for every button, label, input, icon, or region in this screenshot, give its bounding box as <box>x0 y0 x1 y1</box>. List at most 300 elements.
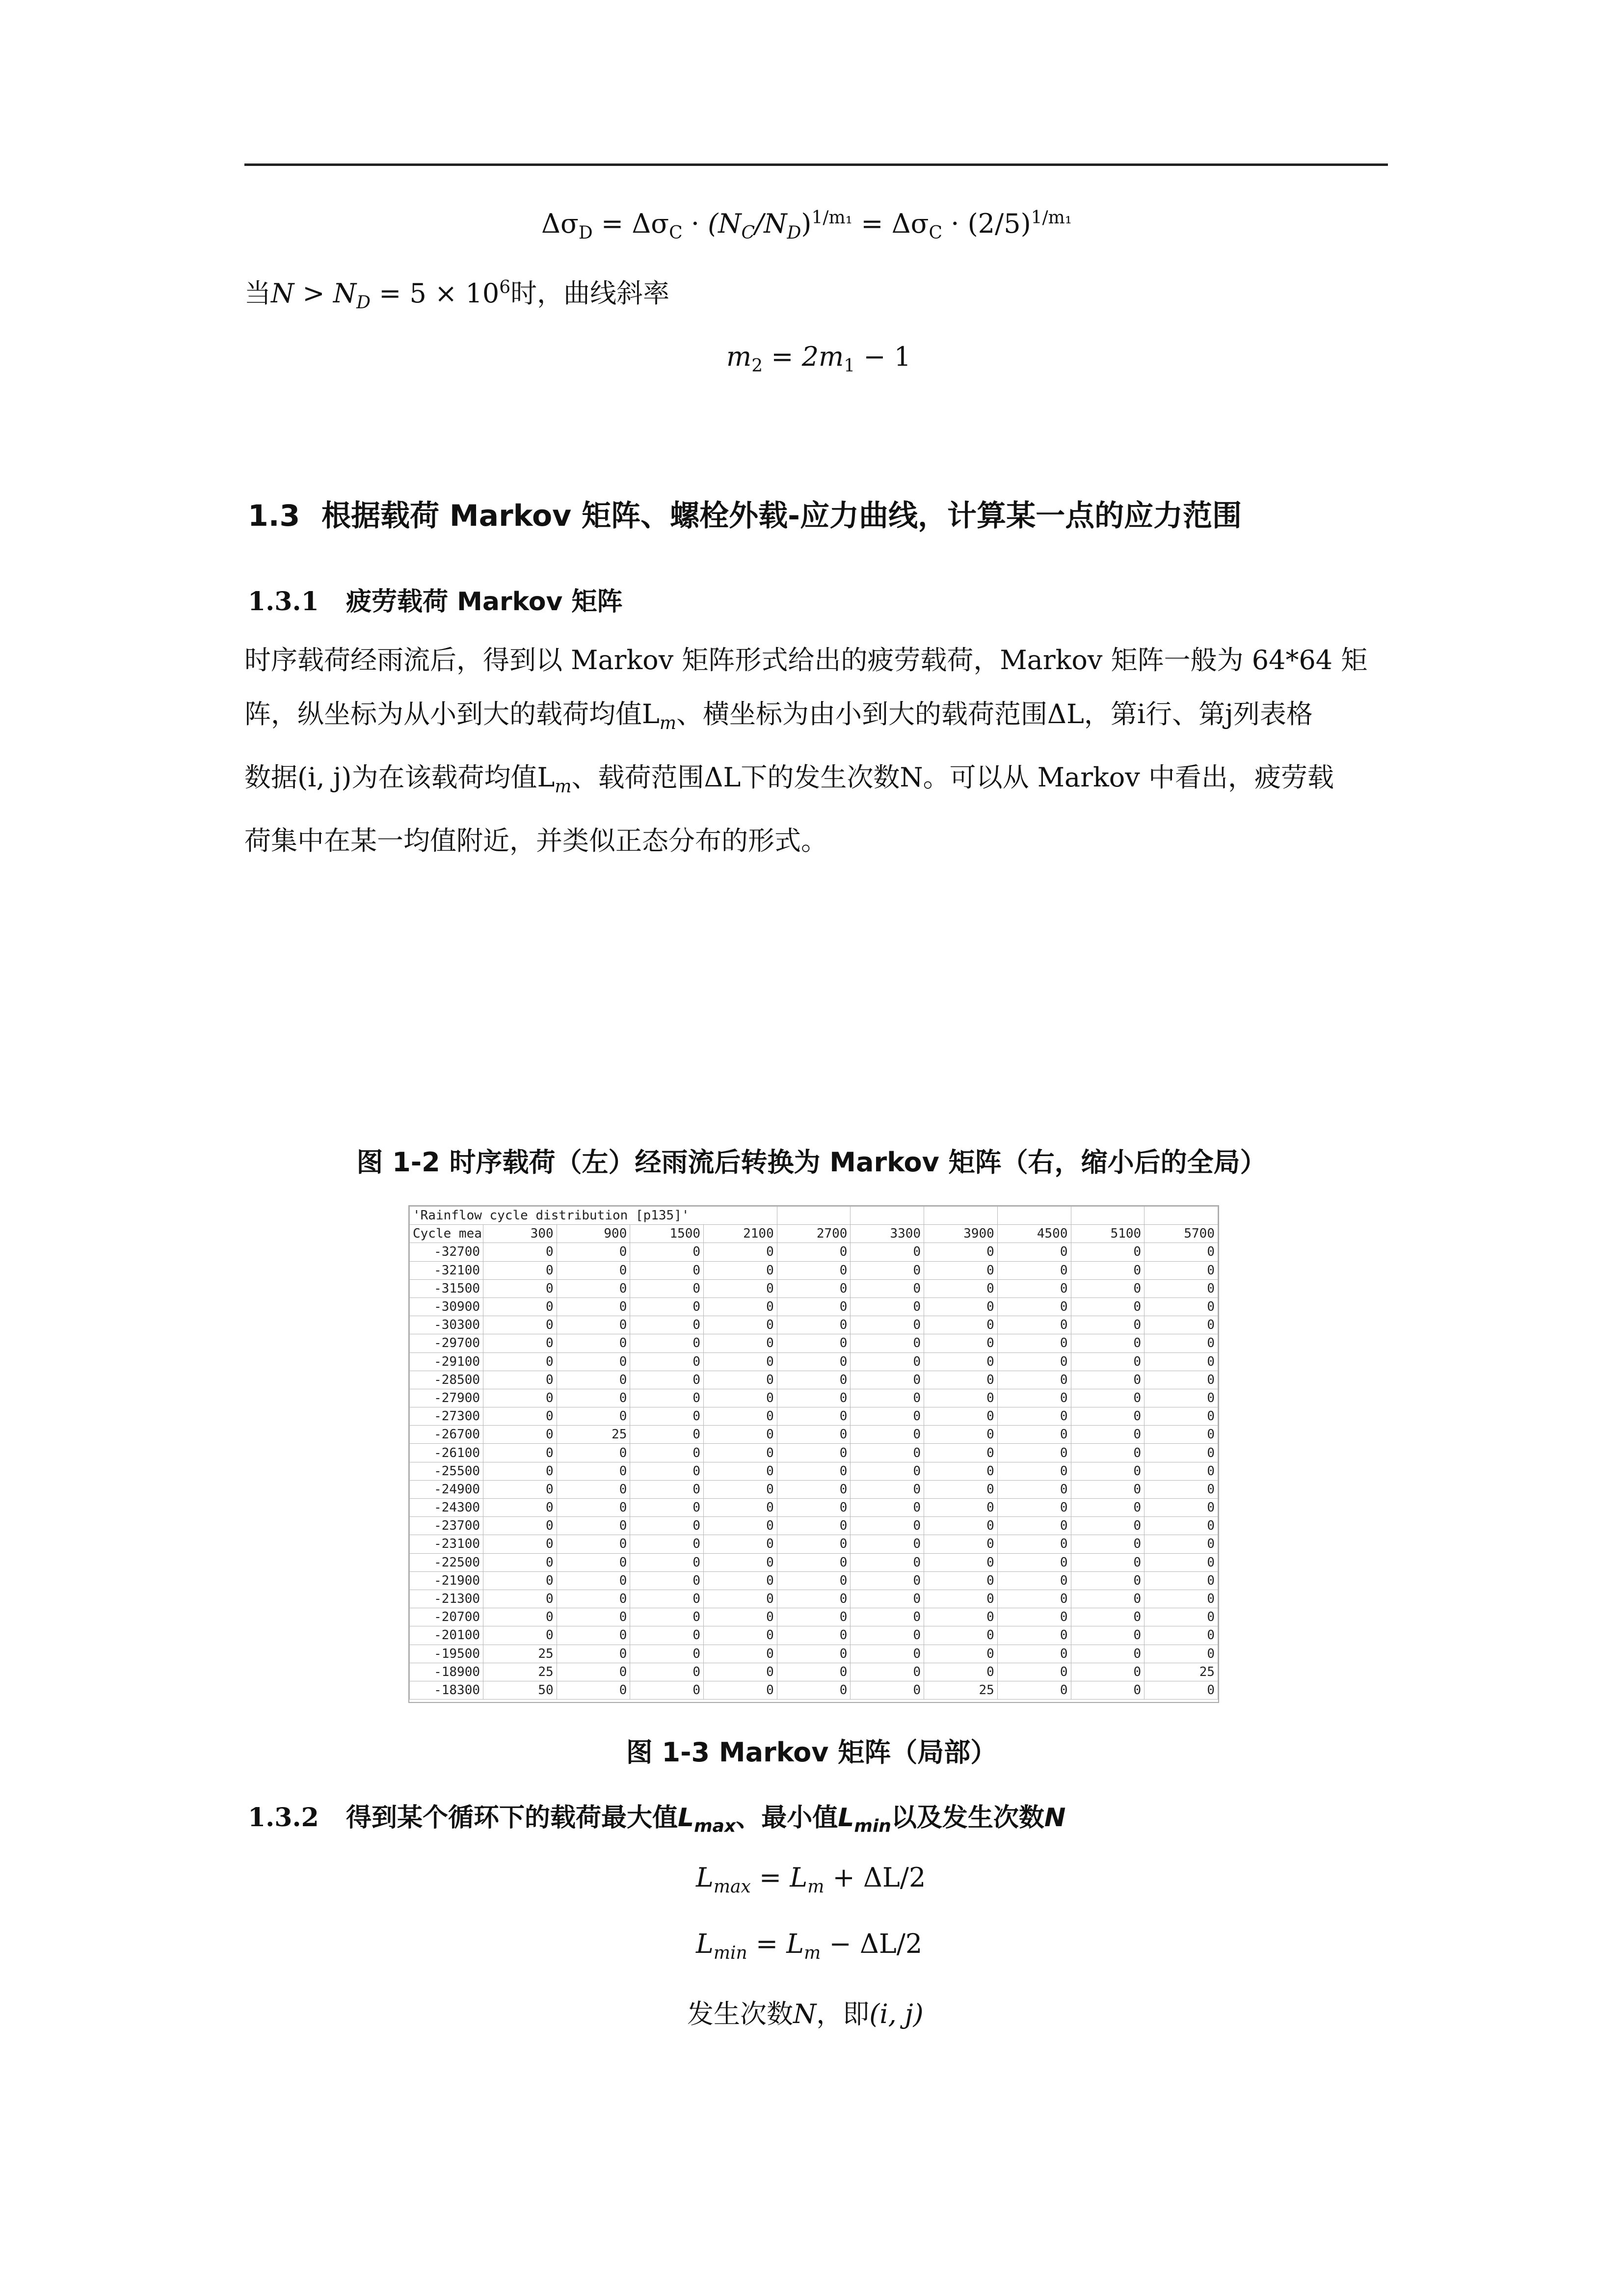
table-cell: 0 <box>851 1444 924 1462</box>
table-cell: 0 <box>704 1316 777 1334</box>
table-cell: 0 <box>483 1297 557 1316</box>
table-cell: 0 <box>483 1444 557 1462</box>
table-cell: 0 <box>1071 1645 1144 1663</box>
table-cell: 0 <box>851 1297 924 1316</box>
table-row <box>410 1352 1218 1371</box>
table-cell: 0 <box>1071 1608 1144 1626</box>
table-cell: 0 <box>851 1316 924 1334</box>
table-cell: 0 <box>1071 1279 1144 1297</box>
table-cell: 0 <box>1071 1535 1144 1553</box>
table-cell: 0 <box>483 1480 557 1498</box>
table-cell: 0 <box>924 1480 998 1498</box>
table-cell: 0 <box>851 1499 924 1517</box>
table-cell: -30900 <box>410 1297 483 1316</box>
table-header-row <box>410 1225 1218 1243</box>
table-cell: 0 <box>1071 1261 1144 1279</box>
table-cell: 0 <box>630 1480 704 1498</box>
header-rule <box>244 163 1388 166</box>
table-cell: 0 <box>777 1517 851 1535</box>
table-cell: 0 <box>851 1407 924 1426</box>
table-row <box>410 1426 1218 1444</box>
table-cell: 0 <box>704 1389 777 1407</box>
table-cell: -18900 <box>410 1663 483 1681</box>
table-cell: 0 <box>630 1243 704 1261</box>
table-cell: 0 <box>851 1663 924 1681</box>
table-cell: 0 <box>924 1571 998 1590</box>
table-cell: 0 <box>630 1426 704 1444</box>
table-cell: 0 <box>557 1316 630 1334</box>
table-cell: 0 <box>483 1553 557 1571</box>
table-cell: 0 <box>777 1297 851 1316</box>
table-cell: 0 <box>483 1352 557 1371</box>
table-cell: 0 <box>924 1608 998 1626</box>
table-cell: 0 <box>1144 1535 1218 1553</box>
table-cell: 0 <box>557 1297 630 1316</box>
table-cell: 0 <box>851 1608 924 1626</box>
table-cell: 0 <box>483 1608 557 1626</box>
table-cell: 0 <box>1144 1480 1218 1498</box>
table-cell: 0 <box>1144 1645 1218 1663</box>
table-cell: -31500 <box>410 1279 483 1297</box>
table-cell: 0 <box>557 1444 630 1462</box>
table-cell: 0 <box>851 1553 924 1571</box>
table-empty-cell <box>777 1207 851 1225</box>
table-row <box>410 1480 1218 1498</box>
table-cell: 0 <box>557 1535 630 1553</box>
table-row <box>410 1645 1218 1663</box>
table-cell: 0 <box>630 1571 704 1590</box>
table-cell: 0 <box>777 1407 851 1426</box>
table-row <box>410 1371 1218 1389</box>
table-empty-cell <box>997 1207 1071 1225</box>
table-cell: 0 <box>483 1517 557 1535</box>
table-cell: 0 <box>704 1645 777 1663</box>
equation-lmin: $L_{min} = L_m - \Delta L/2$ <box>696 1928 923 1963</box>
table-cell: 0 <box>924 1517 998 1535</box>
table-cell: 0 <box>483 1316 557 1334</box>
table-cell: 0 <box>1144 1371 1218 1389</box>
table-cell: 0 <box>1144 1499 1218 1517</box>
table-cell: 0 <box>1144 1444 1218 1462</box>
table-cell: 0 <box>851 1334 924 1352</box>
table-cell: 0 <box>630 1371 704 1389</box>
table-cell: 0 <box>851 1371 924 1389</box>
table-cell: 0 <box>557 1499 630 1517</box>
table-row <box>410 1261 1218 1279</box>
table-cell: -32100 <box>410 1261 483 1279</box>
table-cell: 0 <box>630 1297 704 1316</box>
table-cell: 0 <box>630 1352 704 1371</box>
table-cell: 50 <box>483 1681 557 1699</box>
table-cell: 0 <box>630 1407 704 1426</box>
table-cell: 0 <box>557 1571 630 1590</box>
table-cell: 0 <box>851 1571 924 1590</box>
table-cell: 0 <box>851 1426 924 1444</box>
table-cell: 0 <box>924 1261 998 1279</box>
paragraph-line-4: 荷集中在某一均值附近，并类似正态分布的形式。 <box>244 825 827 856</box>
table-cell: 0 <box>1071 1352 1144 1371</box>
table-cell: 0 <box>557 1261 630 1279</box>
paragraph-line-3: 数据(i, j)为在该载荷均值$L_m$、载荷范围ΔL下的发生次数N。可以从 Markov 中看出，疲劳载 <box>244 761 1334 797</box>
rainflow-table <box>408 1205 1219 1703</box>
table-title-row <box>410 1207 1218 1225</box>
table-cell: 0 <box>997 1261 1071 1279</box>
table-cell: 25 <box>924 1681 998 1699</box>
table-cell: 0 <box>704 1571 777 1590</box>
section-heading-1-3: 1.3 根据载荷 Markov 矩阵、螺栓外载-应力曲线，计算某一点的应力范围 <box>248 499 1242 533</box>
table-cell: -20700 <box>410 1608 483 1626</box>
table-cell: 0 <box>704 1243 777 1261</box>
table-header-cell: 2100 <box>704 1225 777 1243</box>
table-cell: 0 <box>630 1645 704 1663</box>
table-row <box>410 1553 1218 1571</box>
table-cell: 0 <box>1071 1480 1144 1498</box>
table-cell: -22500 <box>410 1553 483 1571</box>
table-header-cell: 1500 <box>630 1225 704 1243</box>
table-cell: 0 <box>777 1608 851 1626</box>
table-cell: 0 <box>557 1553 630 1571</box>
table-row <box>410 1626 1218 1645</box>
table-cell: 0 <box>557 1517 630 1535</box>
table-cell: 0 <box>851 1626 924 1645</box>
table-cell: 0 <box>1144 1462 1218 1480</box>
table-cell: 0 <box>704 1480 777 1498</box>
table-cell: 0 <box>997 1279 1071 1297</box>
table-cell: 0 <box>557 1626 630 1645</box>
table-cell: 0 <box>924 1297 998 1316</box>
table-header-cell: 300 <box>483 1225 557 1243</box>
figure-1-3-caption: 图 1-3 Markov 矩阵（局部） <box>626 1737 997 1768</box>
table-cell: -29100 <box>410 1352 483 1371</box>
table-cell: 0 <box>997 1590 1071 1608</box>
table-cell: 0 <box>1144 1334 1218 1352</box>
table-cell: -27300 <box>410 1407 483 1426</box>
table-cell: 0 <box>704 1279 777 1297</box>
table-cell: 0 <box>630 1389 704 1407</box>
table-cell: -24900 <box>410 1480 483 1498</box>
table-cell: 0 <box>924 1426 998 1444</box>
table-cell: 0 <box>483 1462 557 1480</box>
table-cell: 0 <box>1144 1571 1218 1590</box>
table-cell: 0 <box>557 1645 630 1663</box>
table-cell: -21300 <box>410 1590 483 1608</box>
table-cell: 0 <box>997 1407 1071 1426</box>
table-cell: 0 <box>777 1426 851 1444</box>
table-cell: 0 <box>483 1261 557 1279</box>
table-cell: 0 <box>851 1517 924 1535</box>
table-cell: -26700 <box>410 1426 483 1444</box>
table-cell: 0 <box>851 1352 924 1371</box>
table-cell: 0 <box>557 1407 630 1426</box>
table-cell: 0 <box>997 1444 1071 1462</box>
table-cell: 0 <box>1071 1297 1144 1316</box>
table-cell: 0 <box>1144 1243 1218 1261</box>
table-cell: 0 <box>777 1626 851 1645</box>
table-cell: 0 <box>777 1663 851 1681</box>
table-cell: 25 <box>483 1645 557 1663</box>
table-cell: 0 <box>704 1371 777 1389</box>
table-cell: 0 <box>630 1535 704 1553</box>
table-cell: 0 <box>483 1590 557 1608</box>
table-cell: 25 <box>557 1426 630 1444</box>
table-cell: 0 <box>630 1462 704 1480</box>
table-cell: 0 <box>1144 1279 1218 1297</box>
table-row <box>410 1407 1218 1426</box>
table-row <box>410 1243 1218 1261</box>
table-cell: 0 <box>997 1316 1071 1334</box>
table-row <box>410 1571 1218 1590</box>
table-cell: 0 <box>630 1626 704 1645</box>
table-cell: 0 <box>704 1462 777 1480</box>
table-cell: 0 <box>997 1499 1071 1517</box>
table-cell: 0 <box>483 1535 557 1553</box>
table-cell: 0 <box>630 1334 704 1352</box>
table-cell: 0 <box>997 1426 1071 1444</box>
table-cell: 0 <box>483 1407 557 1426</box>
table-cell: 0 <box>777 1645 851 1663</box>
table-cell: 0 <box>483 1371 557 1389</box>
table-cell: 0 <box>704 1590 777 1608</box>
table-cell: -19500 <box>410 1645 483 1663</box>
table-row <box>410 1590 1218 1608</box>
table-cell: 0 <box>557 1480 630 1498</box>
table-cell: 0 <box>997 1480 1071 1498</box>
table-cell: 0 <box>704 1626 777 1645</box>
section-heading-1-3-2: 1.3.2 得到某个循环下的载荷最大值$L_{max}$、最小值$L_{min}$以及发生次数N <box>248 1803 1066 1837</box>
table-cell: 0 <box>704 1426 777 1444</box>
table-cell: 0 <box>777 1444 851 1462</box>
table-cell: 0 <box>924 1535 998 1553</box>
section-heading-1-3-1: 1.3.1 疲劳载荷 Markov 矩阵 <box>248 587 623 617</box>
table-header-cell: 5100 <box>1071 1225 1144 1243</box>
table-cell: 0 <box>924 1279 998 1297</box>
table-row <box>410 1389 1218 1407</box>
table-cell: 0 <box>557 1608 630 1626</box>
table-row <box>410 1663 1218 1681</box>
table-cell: 25 <box>1144 1663 1218 1681</box>
table-cell: 0 <box>851 1261 924 1279</box>
table-row <box>410 1535 1218 1553</box>
table-cell: 0 <box>483 1279 557 1297</box>
table-cell: 0 <box>777 1480 851 1498</box>
table-cell: 0 <box>924 1645 998 1663</box>
table-cell: 0 <box>1071 1499 1144 1517</box>
table-cell: -30300 <box>410 1316 483 1334</box>
table-cell: 0 <box>630 1553 704 1571</box>
table-cell: 0 <box>1144 1608 1218 1626</box>
table-cell: 0 <box>1071 1389 1144 1407</box>
table-cell: 0 <box>1071 1407 1144 1426</box>
table-cell: -24300 <box>410 1499 483 1517</box>
table-cell: 0 <box>997 1608 1071 1626</box>
table-cell: 0 <box>1144 1626 1218 1645</box>
table-cell: 0 <box>557 1462 630 1480</box>
table-cell: -18300 <box>410 1681 483 1699</box>
table-cell: 0 <box>557 1279 630 1297</box>
table-cell: 0 <box>777 1352 851 1371</box>
table-cell: 0 <box>997 1389 1071 1407</box>
table-header-cell: 4500 <box>997 1225 1071 1243</box>
table-header-cell: 2700 <box>777 1225 851 1243</box>
table-row <box>410 1608 1218 1626</box>
table-cell: 0 <box>704 1297 777 1316</box>
table-cell: 0 <box>777 1462 851 1480</box>
table-row <box>410 1517 1218 1535</box>
table-cell: 0 <box>1144 1389 1218 1407</box>
table-cell: 0 <box>557 1663 630 1681</box>
table-cell: -29700 <box>410 1334 483 1352</box>
table-cell: 0 <box>630 1681 704 1699</box>
table-cell: 0 <box>483 1243 557 1261</box>
table-cell: 0 <box>924 1553 998 1571</box>
paragraph-markov-intro <box>244 633 1388 868</box>
table-cell: 0 <box>1144 1681 1218 1699</box>
table-cell: -20100 <box>410 1626 483 1645</box>
table-cell: 0 <box>630 1663 704 1681</box>
table-cell: 0 <box>777 1590 851 1608</box>
table-cell: 0 <box>997 1681 1071 1699</box>
table-header-cell: 3900 <box>924 1225 998 1243</box>
table-cell: 0 <box>997 1243 1071 1261</box>
table-cell: -25500 <box>410 1462 483 1480</box>
table-cell: 0 <box>704 1535 777 1553</box>
table-cell: 0 <box>557 1590 630 1608</box>
table-cell: 0 <box>483 1426 557 1444</box>
table-cell: 0 <box>1144 1517 1218 1535</box>
table-title-cell: 'Rainflow cycle distribution [p135]' <box>410 1207 777 1225</box>
table-cell: -32700 <box>410 1243 483 1261</box>
table-cell: 0 <box>924 1407 998 1426</box>
paragraph-line-1: 时序载荷经雨流后，得到以 Markov 矩阵形式给出的疲劳载荷，Markov 矩阵一般为 64*64 矩 <box>244 645 1368 675</box>
table-cell: 0 <box>1144 1316 1218 1334</box>
table-cell: 0 <box>557 1334 630 1352</box>
table-cell: 0 <box>851 1480 924 1498</box>
table-cell: 0 <box>851 1681 924 1699</box>
table-empty-cell <box>1071 1207 1144 1225</box>
table-cell: 0 <box>557 1371 630 1389</box>
table-cell: 0 <box>924 1352 998 1371</box>
table-cell: 25 <box>483 1663 557 1681</box>
table-cell: 0 <box>1144 1297 1218 1316</box>
table-cell: 0 <box>997 1535 1071 1553</box>
table-empty-cell <box>1144 1207 1218 1225</box>
table-cell: 0 <box>777 1334 851 1352</box>
table-cell: 0 <box>997 1663 1071 1681</box>
table-header-cell: Cycle mea <box>410 1225 483 1243</box>
table-cell: 0 <box>997 1297 1071 1316</box>
table-cell: 0 <box>704 1608 777 1626</box>
table-cell: 0 <box>704 1663 777 1681</box>
table-row <box>410 1444 1218 1462</box>
table-header-cell: 5700 <box>1144 1225 1218 1243</box>
table-cell: 0 <box>1071 1626 1144 1645</box>
table-cell: 0 <box>777 1243 851 1261</box>
table-cell: 0 <box>997 1462 1071 1480</box>
table-cell: 0 <box>997 1352 1071 1371</box>
table-cell: 0 <box>924 1371 998 1389</box>
table-cell: 0 <box>630 1279 704 1297</box>
table-cell: 0 <box>777 1681 851 1699</box>
table-cell: 0 <box>1144 1352 1218 1371</box>
table-cell: 0 <box>777 1535 851 1553</box>
table-cell: 0 <box>924 1626 998 1645</box>
table-cell: 0 <box>704 1444 777 1462</box>
table-cell: 0 <box>704 1261 777 1279</box>
table-cell: 0 <box>777 1279 851 1297</box>
table-cell: 0 <box>997 1571 1071 1590</box>
table-cell: 0 <box>1071 1590 1144 1608</box>
table-cell: 0 <box>1071 1444 1144 1462</box>
table-cell: 0 <box>997 1626 1071 1645</box>
table-cell: 0 <box>630 1517 704 1535</box>
table-cell: 0 <box>997 1517 1071 1535</box>
table-cell: 0 <box>1071 1571 1144 1590</box>
table-cell: 0 <box>1071 1426 1144 1444</box>
table-cell: 0 <box>997 1371 1071 1389</box>
figure-1-2-caption: 图 1-2 时序载荷（左）经雨流后转换为 Markov 矩阵（右，缩小后的全局） <box>356 1147 1267 1178</box>
equation-delta-sigma-d: $\Delta\sigma_D = \Delta\sigma_C \cdot (N_C/N_D)^{1/m_1} = \Delta\sigma_C \cdot (2/5)^{1/m_1}$ <box>541 208 1072 243</box>
table-cell: 0 <box>1071 1517 1144 1535</box>
table-cell: 0 <box>777 1499 851 1517</box>
table-cell: 0 <box>557 1681 630 1699</box>
table-row <box>410 1297 1218 1316</box>
table-cell: 0 <box>1071 1371 1144 1389</box>
table-cell: 0 <box>1144 1590 1218 1608</box>
table-row <box>410 1499 1218 1517</box>
table-cell: 0 <box>851 1279 924 1297</box>
table-cell: 0 <box>483 1571 557 1590</box>
table-cell: 0 <box>777 1389 851 1407</box>
table-cell: -23100 <box>410 1535 483 1553</box>
table-header-cell: 900 <box>557 1225 630 1243</box>
table-cell: 0 <box>997 1645 1071 1663</box>
table-cell: 0 <box>924 1243 998 1261</box>
table-cell: 0 <box>924 1663 998 1681</box>
table-cell: 0 <box>1071 1334 1144 1352</box>
table-empty-cell <box>924 1207 998 1225</box>
table-cell: 0 <box>851 1462 924 1480</box>
table-cell: 0 <box>851 1243 924 1261</box>
table-cell: 0 <box>704 1334 777 1352</box>
table-cell: 0 <box>483 1389 557 1407</box>
table-cell: 0 <box>483 1626 557 1645</box>
table-cell: 0 <box>704 1352 777 1371</box>
paragraph-line-2: 阵，纵坐标为从小到大的载荷均值$L_m$、横坐标为由小到大的载荷范围ΔL，第i行、第j列表格 <box>244 699 1313 733</box>
table-row <box>410 1462 1218 1480</box>
table-header-cell: 3300 <box>851 1225 924 1243</box>
table-cell: 0 <box>851 1389 924 1407</box>
table-cell: -21900 <box>410 1571 483 1590</box>
table-cell: 0 <box>630 1261 704 1279</box>
table-cell: 0 <box>777 1553 851 1571</box>
table-cell: 0 <box>630 1499 704 1517</box>
table-cell: 0 <box>1071 1243 1144 1261</box>
equation-m2: $m_2 = 2m_1 - 1$ <box>726 341 911 376</box>
table-cell: 0 <box>1071 1553 1144 1571</box>
table-cell: 0 <box>557 1352 630 1371</box>
table-cell: 0 <box>997 1334 1071 1352</box>
table-cell: 0 <box>630 1590 704 1608</box>
table-cell: 0 <box>924 1316 998 1334</box>
table-cell: 0 <box>1071 1663 1144 1681</box>
table-cell: 0 <box>851 1535 924 1553</box>
table-cell: 0 <box>777 1261 851 1279</box>
table-cell: 0 <box>704 1517 777 1535</box>
slope-condition-line: 当$N > N_D = 5 \times 10^6$时，曲线斜率 <box>244 277 670 313</box>
table-cell: 0 <box>777 1316 851 1334</box>
equation-lmax: $L_{max} = L_m + \Delta L/2$ <box>696 1862 926 1897</box>
table-cell: 0 <box>851 1645 924 1663</box>
